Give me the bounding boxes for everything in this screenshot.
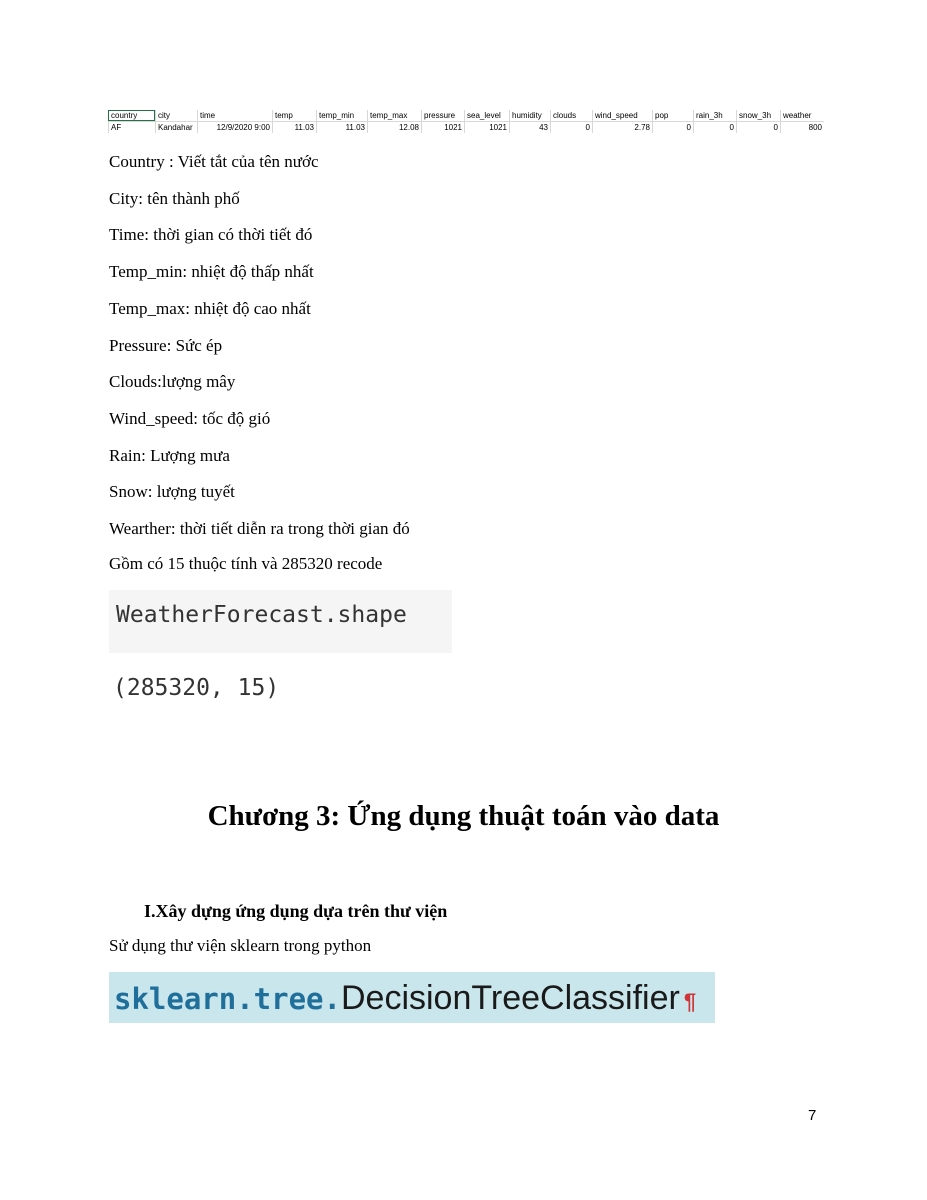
- definition-line: Rain: Lượng mưa: [109, 446, 230, 465]
- definition-line: Time: thời gian có thời tiết đó: [109, 225, 313, 244]
- table-header-cell: rain_3h: [693, 110, 736, 121]
- section-text: Sử dụng thư viện sklearn trong python: [109, 936, 372, 955]
- table-cell: AF: [108, 122, 155, 133]
- section-heading: I.Xây dựng ứng dụng dựa trên thư viện: [144, 901, 448, 921]
- table-cell: 11.03: [316, 122, 367, 133]
- table-cell: Kandahar: [155, 122, 197, 133]
- table-cell: 1021: [464, 122, 509, 133]
- definition-line: City: tên thành phố: [109, 189, 240, 208]
- table-header-cell: temp: [272, 110, 316, 121]
- definition-line: Wind_speed: tốc độ gió: [109, 409, 271, 428]
- table-cell: 43: [509, 122, 550, 133]
- table-header-cell: pop: [652, 110, 693, 121]
- table-header-cell: temp_min: [316, 110, 367, 121]
- definition-line: Clouds:lượng mây: [109, 372, 236, 391]
- table-header-cell: humidity: [509, 110, 550, 121]
- page-number: 7: [808, 1107, 817, 1124]
- definition-line: Temp_max: nhiệt độ cao nhất: [109, 299, 311, 318]
- table-header-cell: sea_level: [464, 110, 509, 121]
- table-cell: 0: [736, 122, 780, 133]
- definition-line: Snow: lượng tuyết: [109, 482, 235, 501]
- pilcrow-icon: ¶: [683, 989, 697, 1014]
- table-cell: 12.08: [367, 122, 421, 133]
- sklearn-module: sklearn.tree.: [114, 982, 341, 1016]
- table-header-cell: snow_3h: [736, 110, 780, 121]
- sklearn-class-reference: [114, 978, 696, 1025]
- summary-text: Gồm có 15 thuộc tính và 285320 recode: [109, 554, 383, 573]
- definition-line: Country : Viết tắt của tên nước: [109, 152, 319, 171]
- table-header-cell: country: [108, 110, 155, 121]
- table-header-cell: city: [155, 110, 197, 121]
- table-cell: 1021: [421, 122, 464, 133]
- code-input: WeatherForecast.shape: [116, 602, 407, 628]
- table-cell: 2.78: [592, 122, 652, 133]
- definition-line: Wearther: thời tiết diễn ra trong thời gian đó: [109, 519, 410, 538]
- sklearn-classname: DecisionTreeClassifier: [340, 979, 680, 1017]
- table-header-cell: temp_max: [367, 110, 421, 121]
- table-header-cell: wind_speed: [592, 110, 652, 121]
- table-header-cell: weather: [780, 110, 824, 121]
- table-cell: 0: [652, 122, 693, 133]
- definition-line: Pressure: Sức ép: [109, 336, 223, 355]
- definition-line: Temp_min: nhiệt độ thấp nhất: [109, 262, 314, 281]
- table-header-cell: pressure: [421, 110, 464, 121]
- table-cell: 0: [693, 122, 736, 133]
- table-header-cell: time: [197, 110, 272, 121]
- table-header-cell: clouds: [550, 110, 592, 121]
- table-cell: 12/9/2020 9:00: [197, 122, 272, 133]
- table-row: [108, 122, 824, 133]
- table-cell: 11.03: [272, 122, 316, 133]
- table-cell: 800: [780, 122, 824, 133]
- chapter-title: Chương 3: Ứng dụng thuật toán vào data: [207, 800, 720, 832]
- code-output: (285320, 15): [113, 675, 280, 701]
- table-header-row: [108, 110, 824, 122]
- table-cell: 0: [550, 122, 592, 133]
- spreadsheet-snippet: [108, 110, 824, 135]
